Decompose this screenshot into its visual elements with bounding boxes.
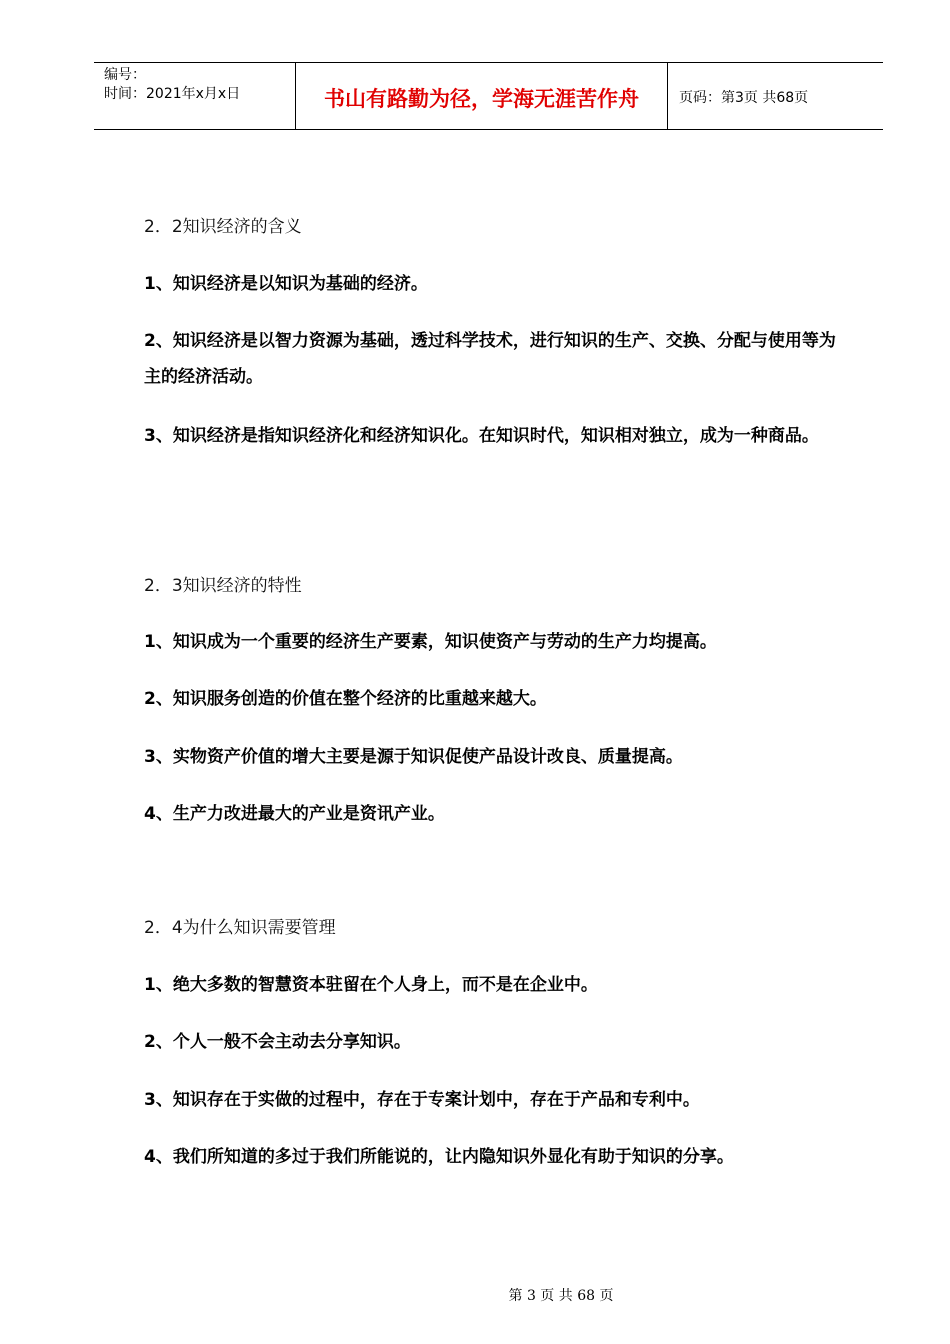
list-item: 2、个人一般不会主动去分享知识。 — [144, 1032, 411, 1052]
list-item: 3、实物资产价值的增大主要是源于知识促使产品设计改良、质量提高。 — [144, 747, 683, 767]
list-item: 1、绝大多数的智慧资本驻留在个人身上，而不是在企业中。 — [144, 975, 598, 995]
page-footer — [0, 1286, 950, 1306]
section-heading: 2．2知识经济的含义 — [144, 217, 302, 237]
header-page-cell — [668, 63, 883, 129]
document-number-label: 编号： — [104, 67, 146, 83]
section-heading: 2．4为什么知识需要管理 — [144, 918, 336, 938]
list-item: 1、知识成为一个重要的经济生产要素，知识使资产与劳动的生产力均提高。 — [144, 632, 717, 652]
list-item: 2、知识经济是以智力资源为基础，透过科学技术，进行知识的生产、交换、分配与使用等为主的经济活动。 — [144, 331, 836, 387]
list-item: 3、知识存在于实做的过程中，存在于专案计划中，存在于产品和专利中。 — [144, 1090, 700, 1110]
list-item: 4、我们所知道的多过于我们所能说的，让内隐知识外显化有助于知识的分享。 — [144, 1147, 734, 1167]
header-page-code: 页码：第3页 共68页 — [679, 90, 809, 106]
header-motto-cell — [295, 63, 668, 129]
section-heading: 2．3知识经济的特性 — [144, 576, 302, 596]
list-item: 4、生产力改进最大的产业是资讯产业。 — [144, 804, 445, 824]
header-info-cell — [94, 63, 295, 129]
list-item: 2、知识服务创造的价值在整个经济的比重越来越大。 — [144, 689, 547, 709]
list-item: 3、知识经济是指知识经济化和经济知识化。在知识时代，知识相对独立，成为一种商品。 — [144, 426, 819, 446]
list-item: 1、知识经济是以知识为基础的经济。 — [144, 274, 428, 294]
footer-page-number: 第 3 页 共 68 页 — [508, 1288, 614, 1304]
page-header — [94, 62, 883, 130]
header-motto: 书山有路勤为径，学海无涯苦作舟 — [324, 87, 639, 111]
document-time-label: 时间：2021年x月x日 — [104, 86, 241, 102]
